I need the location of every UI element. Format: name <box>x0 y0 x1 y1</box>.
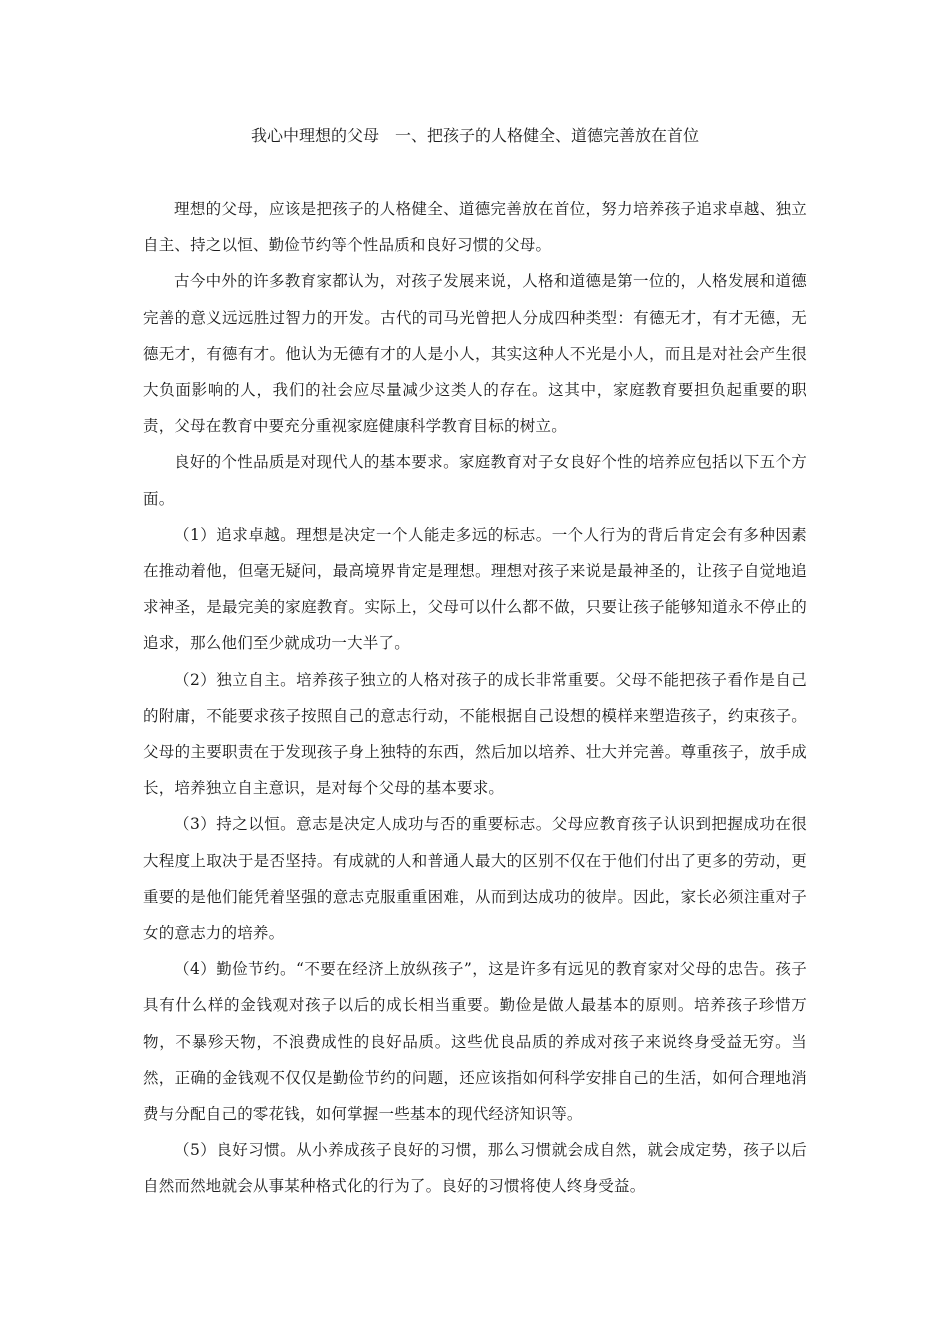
paragraph-independence: （2）独立自主。培养孩子独立的人格对孩子的成长非常重要。父母不能把孩子看作是自己的附庸，不能要求孩子按照自己的意志行动，不能根据自己设想的模样来塑造孩子，约束孩子。父母的主要职责在于发现孩子身上独特的东西，然后加以培养、壮大并完善。尊重孩子，放手成长，培养独立自主意识，是对每个父母的基本要求。 <box>143 670 807 798</box>
paragraph-five-aspects: 良好的个性品质是对现代人的基本要求。家庭教育对子女良好个性的培养应包括以下五个方面。 <box>143 453 807 508</box>
document-body <box>143 191 807 1205</box>
paragraph-thrift: （4）勤俭节约。“不要在经济上放纵孩子”，这是许多有远见的教育家对父母的忠告。孩子具有什么样的金钱观对孩子以后的成长相当重要。勤俭是做人最基本的原则。培养孩子珍惜万物，不暴殄天物，不浪费成性的良好品质。这些优良品质的养成对孩子来说终身受益无穷。当然，正确的金钱观不仅仅是勤俭节约的问题，还应该指如何科学安排自己的生活，如何合理地消费与分配自己的零花钱，如何掌握一些基本的现代经济知识等。 <box>143 960 807 1124</box>
paragraph-pursue-excellence: （1）追求卓越。理想是决定一个人能走多远的标志。一个人行为的背后肯定会有多种因素在推动着他，但毫无疑问，最高境界肯定是理想。理想对孩子来说是最神圣的，让孩子自觉地追求神圣，是最完美的家庭教育。实际上，父母可以什么都不做，只要让孩子能够知道永不停止的追求，那么他们至少就成功一大半了。 <box>143 525 807 653</box>
paragraph-good-habits: （5）良好习惯。从小养成孩子良好的习惯，那么习惯就会成自然，就会成定势，孩子以后自然而然地就会从事某种格式化的行为了。良好的习惯将使人终身受益。 <box>143 1141 807 1196</box>
paragraph-perseverance: （3）持之以恒。意志是决定人成功与否的重要标志。父母应教育孩子认识到把握成功在很大程度上取决于是否坚持。有成就的人和普通人最大的区别不仅在于他们付出了更多的劳动，更重要的是他们能凭着坚强的意志克服重重困难，从而到达成功的彼岸。因此，家长必须注重对子女的意志力的培养。 <box>143 815 807 943</box>
paragraph-intro: 理想的父母，应该是把孩子的人格健全、道德完善放在首位，努力培养孩子追求卓越、独立自主、持之以恒、勤俭节约等个性品质和良好习惯的父母。 <box>143 200 807 255</box>
paragraph-educators: 古今中外的许多教育家都认为，对孩子发展来说，人格和道德是第一位的，人格发展和道德完善的意义远远胜过智力的开发。古代的司马光曾把人分成四种类型：有德无才，有才无德，无德无才，有德有才。他认为无德有才的人是小人，其实这种人不光是小人，而且是对社会产生很大负面影响的人，我们的社会应尽量减少这类人的存在。这其中，家庭教育要担负起重要的职责，父母在教育中要充分重视家庭健康科学教育目标的树立。 <box>143 272 807 436</box>
document-title: 我心中理想的父母 一、把孩子的人格健全、道德完善放在首位 <box>250 126 699 145</box>
